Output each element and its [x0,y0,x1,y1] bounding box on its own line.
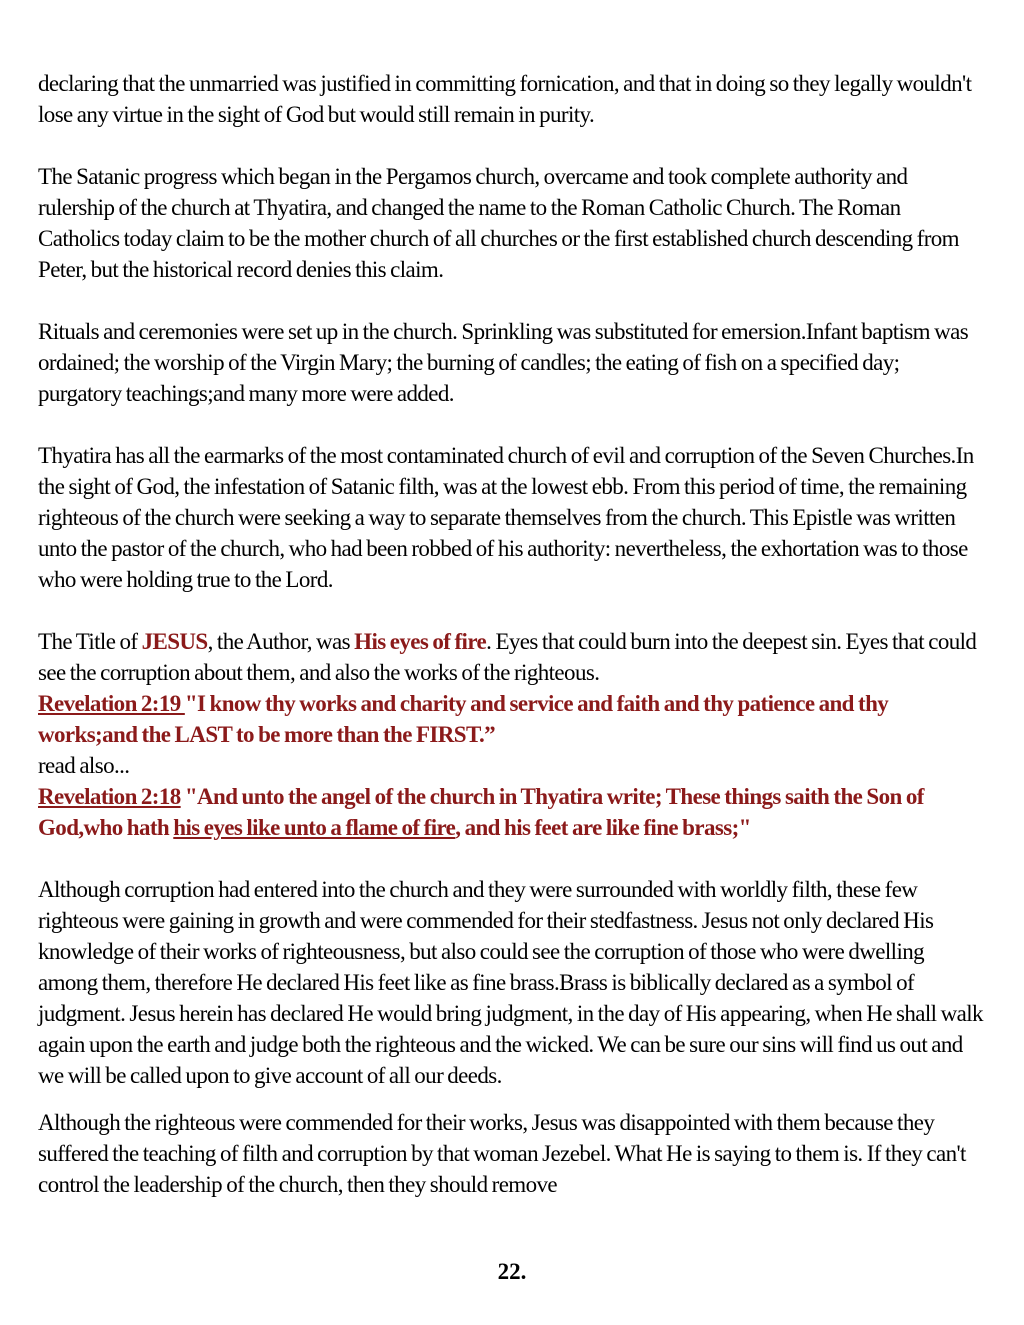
title-of-jesus-block [38,626,986,843]
paragraph-7: Although the righteous were commended for their works, Jesus was disappointed with them because they suffered the teaching of filth and corruption by that woman Jezebel. What He is saying to them is. If they can't control the leadership of the church, then they should remove [38,1110,966,1197]
paragraph-2: The Satanic progress which began in the Pergamos church, overcame and took complete authority and rulership of the church at Thyatira, and changed the name to the Roman Catholic Church. The Roman Catholics today claim to be the mother church of all churches or the first established church descending from Peter, but the historical record denies this claim. [38,164,959,282]
verse-revelation-2-18 [38,781,986,843]
page-number: 22. [497,1259,527,1284]
p5-text-3: . Eyes that could burn into the deepest sin. Eyes that could see the corruption about them, and also the works of the righteous. [38,629,977,685]
p5-text-1: The Title of [38,629,142,654]
page-body [38,68,986,1200]
paragraph-5 [38,626,986,688]
verse-ref-link-2-19[interactable]: Revelation 2:19 [38,691,185,716]
verse-text-2-18-underlined: his eyes like unto a flame of fire [173,815,456,840]
p5-text-2: , the Author, was [207,629,355,654]
verse-text-2-18-b: , and his feet are like fine brass;" [455,815,751,840]
eyes-of-fire-highlight: His eyes of fire [354,629,487,654]
read-also-label: read also... [38,753,130,778]
paragraph-6: Although corruption had entered into the church and they were surrounded with worldly filth, these few righteous were gaining in growth and were commended for their stedfastness. Jesus not only declared His knowledge of their works of righteousness, but also could see the corruption of those who were dwelling among them, therefore He declared His feet like as fine brass.Brass is biblically declared as a symbol of judgment. Jesus herein has declared He would bring judgment, in the day of His appearing, when He shall walk again upon the earth and judge both the righteous and the wicked. We can be sure our sins will find us out and we will be called upon to give account of all our deeds. [38,877,983,1088]
paragraph-1: declaring that the unmarried was justified in committing fornication, and that in doing so they legally wouldn't lose any virtue in the sight of God but would still remain in purity. [38,71,972,127]
paragraph-4: Thyatira has all the earmarks of the most contaminated church of evil and corruption of the Seven Churches.In the sight of God, the infestation of Satanic filth, was at the lowest ebb. From this period of time, the remaining righteous of the church were seeking a way to separate themselves from the church. This Epistle was written unto the pastor of the church, who had been robbed of his authority: nevertheless, the exhortation was to those who were holding true to the Lord. [38,443,974,592]
paragraph-3: Rituals and ceremonies were set up in the church. Sprinkling was substituted for emersion.Infant baptism was ordained; the worship of the Virgin Mary; the burning of candles; the eating of fish on a specified day; purgatory teachings;and many more were added. [38,319,969,406]
verse-revelation-2-19 [38,688,986,750]
verse-text-2-19: "I know thy works and charity and service and faith and thy patience and thy works;and the LAST to be more than the FIRST.” [38,691,889,747]
jesus-highlight: JESUS [141,629,208,654]
verse-text-2-18-a: "And unto the angel of the church in Thyatira write; These things saith the Son of God,who hath [38,784,924,840]
verse-ref-link-2-18[interactable]: Revelation 2:18 [38,784,181,809]
